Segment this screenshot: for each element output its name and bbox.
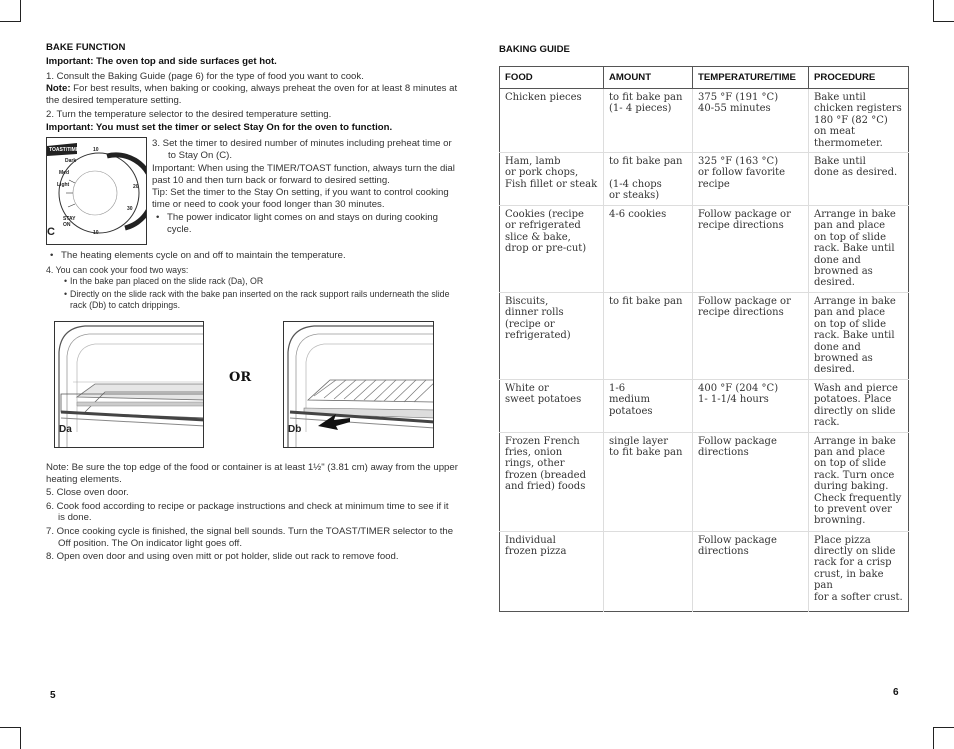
table-row [500,89,909,153]
note-label: Note: [46,82,71,94]
note-clearance [46,462,458,485]
bullet-heating-elements: • The heating elements cycle on and off to maintain the temperature. [46,250,458,262]
important-timer-toast: Important: When using the TIMER/TOAST function, always turn the dial past 10 and then turn back or forward to desired setting. [152,162,455,186]
table-cell: Arrange in bake pan and place on top of slide rack. Bake until done and browned as desired. [809,293,909,380]
timer-instructions [152,138,457,236]
oven-figure-db [283,321,434,448]
table-cell: to fit bake pan (1- 4 pieces) [604,89,693,153]
table-cell: single layer to fit bake pan [604,432,693,531]
table-cell: 1-6 medium potatoes [604,379,693,432]
table-cell: Frozen French fries, onion rings, other frozen (breaded and fried) foods [500,432,604,531]
baking-guide-title: BAKING GUIDE [499,44,570,55]
table-header-row [500,67,909,89]
sub-bullet-text: Directly on the slide rack with the bake pan inserted on the rack support rails underneath the slide rack ( [70,289,450,311]
crop-mark [0,727,20,728]
table-cell: Bake until chicken registers 180 °F (82 °C) on meat thermometer. [809,89,909,153]
step-5: 5. Close oven door. [46,487,129,499]
table-cell: Biscuits, dinner rolls (recipe or refrigerated) [500,293,604,380]
note-text: For best results, when baking or cooking, always preheat the oven for at least 8 minutes at the desired temperature setting. [46,82,458,107]
table-cell: Follow package directions [693,531,809,611]
table-row [500,153,909,206]
crop-mark [933,0,934,22]
table-row [500,432,909,531]
section-title: BAKE FUNCTION [46,42,126,53]
table-cell: Individual frozen pizza [500,531,604,611]
table-cell: 375 °F (191 °C) 40-55 minutes [693,89,809,153]
crop-mark [20,727,21,749]
step-3-ref: C [219,150,227,162]
note-preheat [46,83,458,108]
step-1: 1. Consult the Baking Guide (page 6) for the type of food you want to cook. [46,70,364,82]
page-number-left: 5 [50,690,56,701]
table-cell: to fit bake pan (1-4 chops or steaks) [604,153,693,206]
table-row [500,531,909,611]
sub-bullet-slide-rack [46,289,458,311]
step-3-text: 3. Set the timer to desired number of minutes including preheat time or to Stay On ( [152,138,452,162]
table-cell: Arrange in bake pan and place on top of slide rack. Turn once during baking. Check frequently to prevent over browning. [809,432,909,531]
crop-mark [0,21,20,22]
note-label: Note: [46,462,69,473]
oven-slide-rack-illustration [284,322,434,448]
table-row [500,379,909,432]
sub-bullet-ref: Da [230,276,243,287]
table-cell: 4-6 cookies [604,206,693,293]
step-6: 6. Cook food according to recipe or package instructions and check at minimum time to see if it is done. [46,500,449,524]
column-header: TEMPERATURE/TIME [693,67,809,89]
table-cell [604,531,693,611]
crop-mark [20,0,21,22]
sub-bullet-end: ), OR [242,276,264,287]
dial-mark: 10 [93,147,99,153]
figure-or-label: OR [229,370,252,385]
important-hot-surfaces: Important: The oven top and side surfaces get hot. [46,56,277,68]
figure-label-da: Da [59,424,72,435]
table-cell: Follow package or recipe directions [693,206,809,293]
crop-mark [933,727,934,749]
table-cell: Arrange in bake pan and place on top of slide rack. Bake until done and browned as desired. [809,206,909,293]
figure-label-db: Db [288,424,302,435]
sub-bullet-end: ) to catch drippings. [103,300,181,311]
dial-mark: 30 [127,206,133,212]
table-cell: Ham, lamb or pork chops, Fish fillet or steak [500,153,604,206]
tip [152,187,457,212]
table-row [500,293,909,380]
step-2: 2. Turn the temperature selector to the desired temperature setting. [46,109,332,121]
oven-bake-pan-illustration [55,322,204,448]
table-cell: Follow package directions [693,432,809,531]
dial-mark: Light [57,182,70,188]
step-4: 4. You can cook your food two ways: [46,265,189,276]
cooking-ways-section [46,250,458,311]
sub-bullet-ref: Db [92,300,104,311]
table-cell: Chicken pieces [505,92,582,103]
bullet-power-light: • The power indicator light comes on and stays on during cooking cycle. [152,212,457,237]
tip-label: Tip: [152,187,168,199]
step-7: 7. Once cooking cycle is finished, the signal bell sounds. Turn the TOAST/TIMER selector to the Off position. The On indicator light goes off. [46,525,454,549]
important-timer: Important: You must set the timer or select Stay On for the oven to function. [46,121,393,133]
column-header: PROCEDURE [809,67,909,89]
table-cell: 400 °F (204 °C) 1- 1-1/4 hours [693,379,809,432]
baking-guide-table [499,66,909,612]
page-number-right: 6 [893,687,899,698]
table-cell: Place pizza directly on slide rack for a crisp crust, in bake pan for a softer crust. [809,531,909,611]
timer-dial-illustration [47,138,147,245]
table-cell: 325 °F (163 °C) or follow favorite recipe [693,153,809,206]
table-cell: to fit bake pan [604,293,693,380]
tip-text: Set the timer to the Stay On setting, if you want to control cooking time or need to cook your food longer than 30 minutes. [152,187,449,211]
final-steps [46,462,458,563]
timer-dial-figure [46,137,147,245]
dial-mark: Dark [65,158,77,164]
sub-bullet-bake-pan [46,276,458,287]
column-header: AMOUNT [604,67,693,89]
dial-brand-label: TOAST/TIMER [49,147,83,153]
column-header: FOOD [500,67,604,89]
step-3-end: ). [226,150,232,162]
figure-label-c: C [47,226,55,238]
note-text: Be sure the top edge of the food or container is at least 1½" (3.81 cm) away from the upper heating elements. [46,462,458,485]
crop-mark [934,727,954,728]
step-8: 8. Open oven door and using oven mitt or pot holder, slide out rack to remove food. [46,551,399,563]
table-cell: Follow package or recipe directions [693,293,809,380]
dial-mark: STAY ON [63,216,76,228]
table-cell: Cookies (recipe or refrigerated slice & bake, drop or pre-cut) [500,206,604,293]
dial-mark: 20 [133,184,139,190]
dial-mark: 10 [93,230,99,236]
step-3 [152,138,457,163]
bake-function-section [46,42,458,134]
crop-mark [934,21,954,22]
table-body [500,89,909,612]
table-cell: Bake until done as desired. [809,153,909,206]
sub-bullet-text: In the bake pan placed on the slide rack ( [70,276,231,287]
table-row [500,206,909,293]
oven-figure-da [54,321,204,448]
table-cell: Wash and pierce potatoes. Place directly on slide rack. [809,379,909,432]
dial-mark: Med [59,170,69,176]
table-cell: White or sweet potatoes [500,379,604,432]
